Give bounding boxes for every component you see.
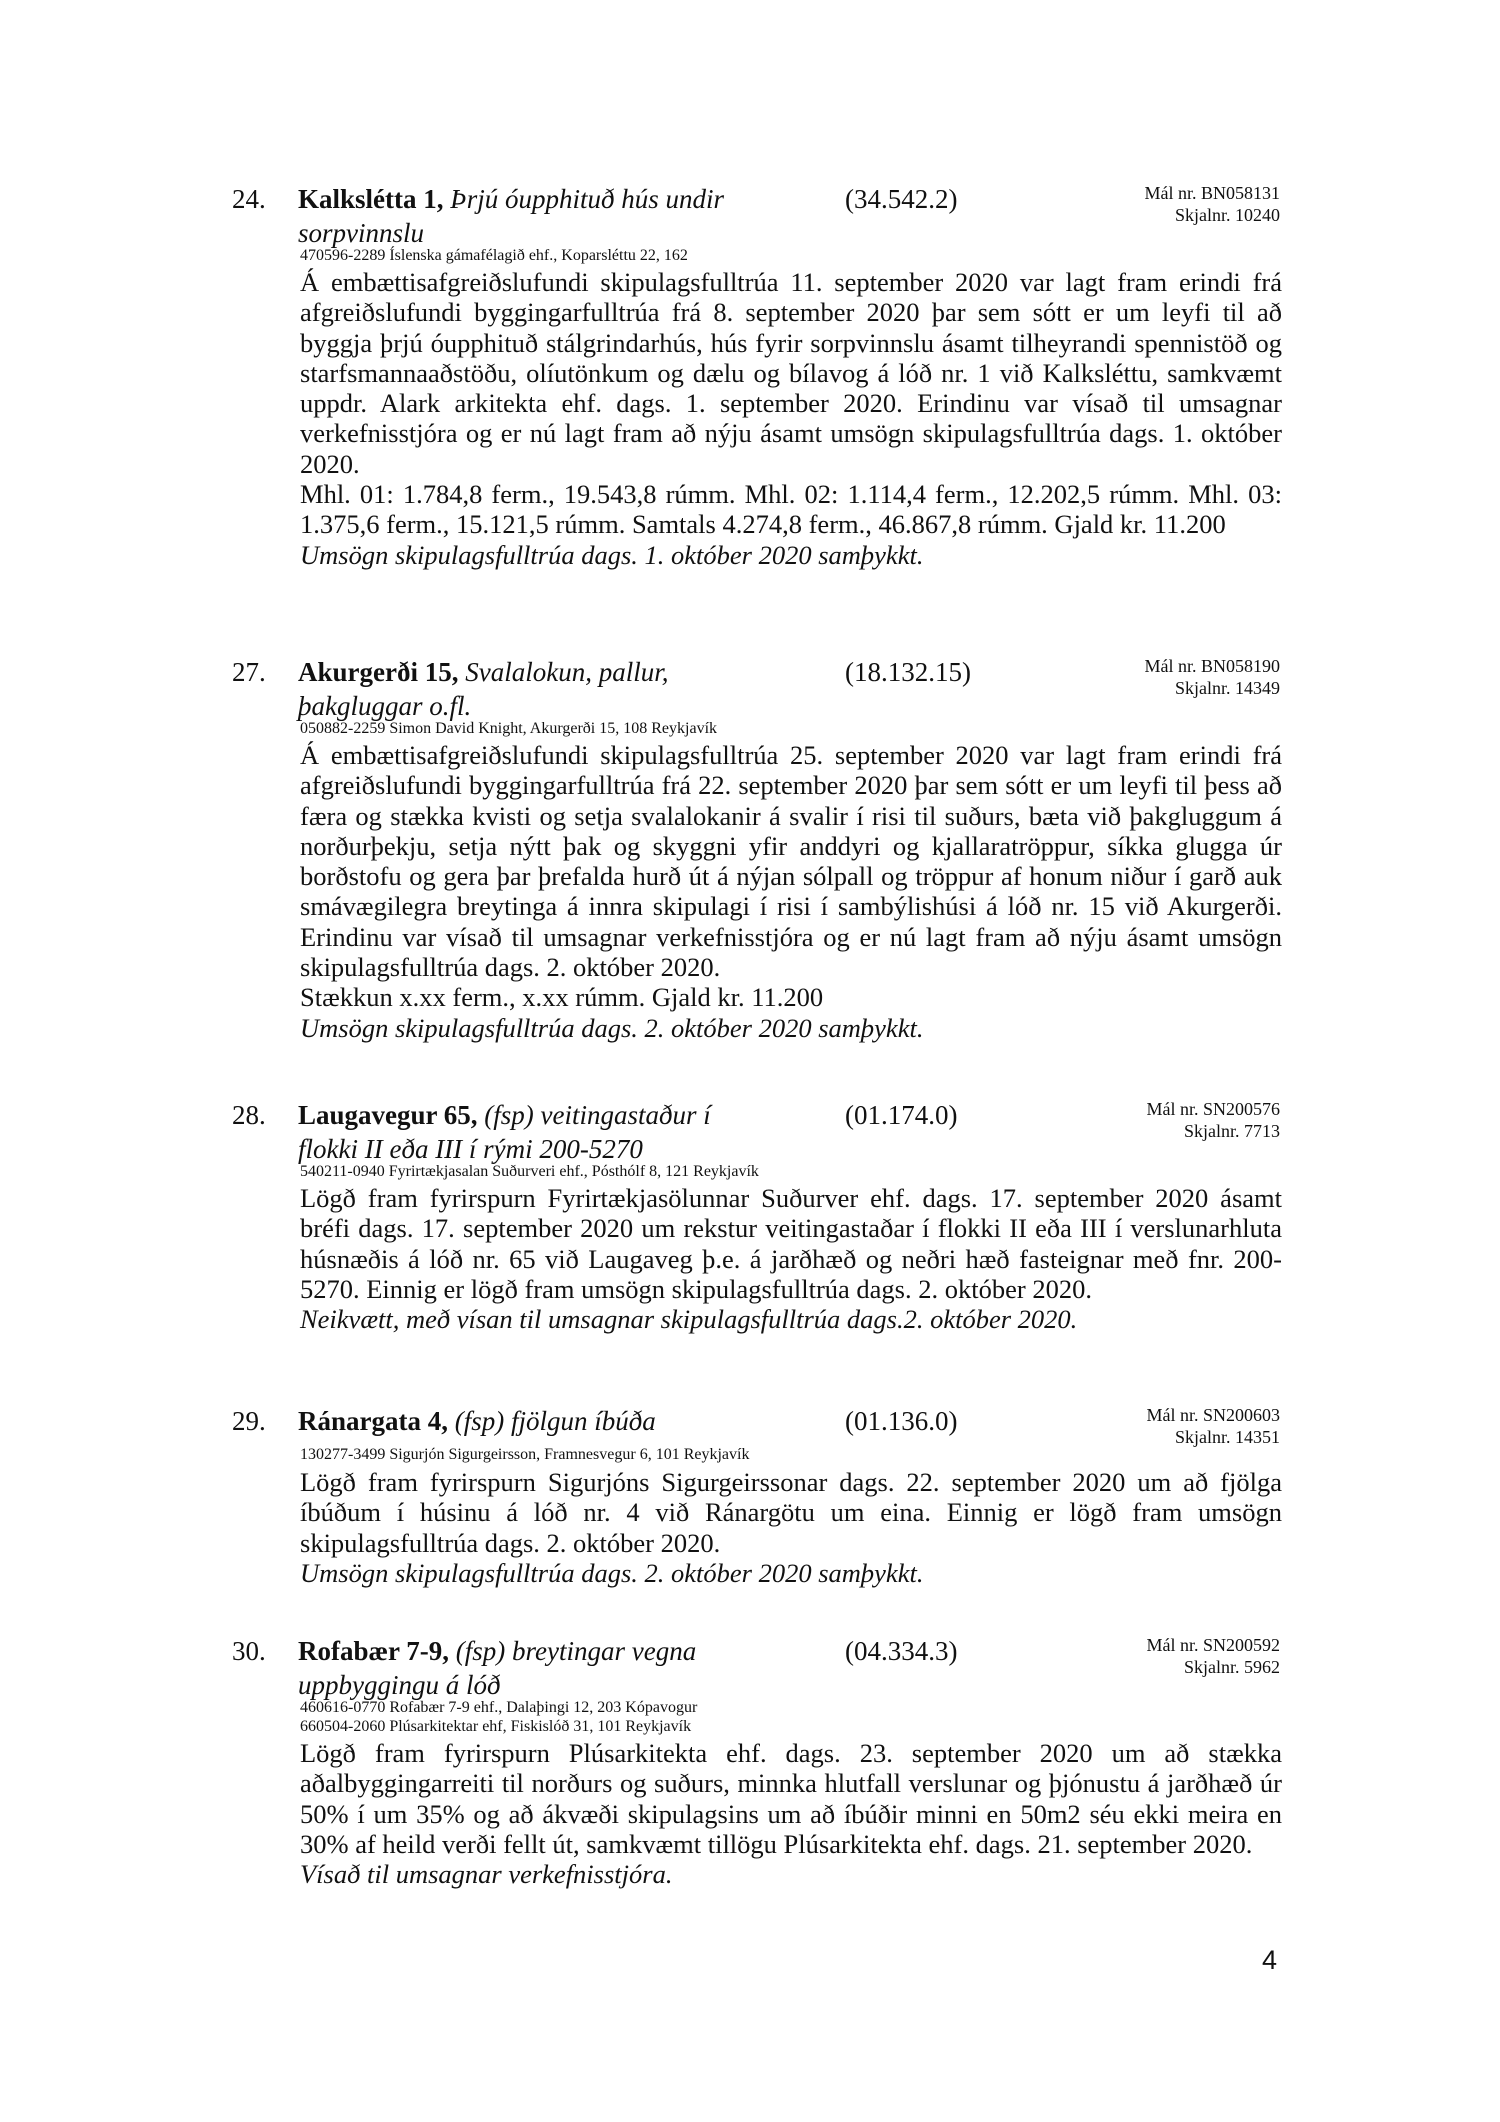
entry-description: Lögð fram fyrirspurn Plúsarkitekta ehf. dags. 23. september 2020 um að stækka aðalbyggingarreiti til norðurs og suðurs, minnka hlutfall verslunar og þjónustu á jarðhæð úr 50% í um 35% og að ákvæði skipulagsins um að íbúðir minni en 50m2 séu ekki meira en 30% af heild verði fellt út, samkvæmt tillögu Plúsarkitekta ehf. dags. 21. september 2020.: [300, 1738, 1282, 1859]
entry-title: [298, 1634, 768, 1702]
entry-address: Akurgerði 15,: [298, 657, 459, 687]
entry-title: [298, 182, 768, 250]
entry-conclusion: Vísað til umsagnar verkefnisstjóra.: [300, 1859, 673, 1890]
entry-description: Lögð fram fyrirspurn Fyrirtækjasölunnar Suðurver ehf. dags. 17. september 2020 ásamt bréfi dags. 17. september 2020 um rekstur veitingastaðar í flokki II eða III í verslunarhluta húsnæðis á lóð nr. 65 við Laugaveg þ.e. á jarðhæð og neðri hæð fasteignar með fnr. 200-5270. Einnig er lögð fram umsögn skipulagsfulltrúa dags. 2. október 2020.: [300, 1183, 1282, 1304]
entry-body: [300, 267, 1282, 570]
case-reference: [1146, 1404, 1280, 1448]
mal-nr: Mál nr. BN058190: [1144, 656, 1280, 676]
entry-number: 30.: [232, 1636, 266, 1666]
entry-address: Ránargata 4,: [298, 1406, 448, 1436]
applicant: 660504-2060 Plúsarkitektar ehf, Fiskislóð 31, 101 Reykjavík: [300, 1718, 692, 1735]
case-reference: [1144, 182, 1280, 226]
land-number: (34.542.2): [845, 184, 958, 214]
entry-number: 27.: [232, 657, 266, 687]
entry-title: [298, 655, 768, 723]
mal-nr: Mál nr. SN200576: [1146, 1099, 1280, 1119]
mal-nr: Mál nr. BN058131: [1144, 183, 1280, 203]
applicant: 050882-2259 Simon David Knight, Akurgerði 15, 108 Reykjavík: [300, 720, 718, 737]
entry-address: Rofabær 7-9,: [298, 1636, 449, 1666]
case-reference: [1146, 1098, 1280, 1142]
case-reference: [1144, 655, 1280, 699]
entry-conclusion: Umsögn skipulagsfulltrúa dags. 1. október 2020 samþykkt.: [300, 539, 924, 570]
applicant: 130277-3499 Sigurjón Sigurgeirsson, Framnesvegur 6, 101 Reykjavík: [300, 1446, 750, 1463]
entry-subject: Svalalokun, pallur, þakgluggar o.fl.: [298, 657, 669, 721]
entry-description: Lögð fram fyrirspurn Sigurjóns Sigurgeirssonar dags. 22. september 2020 um að fjölga íbúðum í húsinu á lóð nr. 4 við Ránargötu um eina. Einnig er lögð fram umsögn skipulagsfulltrúa dags. 2. október 2020.: [300, 1467, 1282, 1558]
entry-number: 29.: [232, 1406, 266, 1436]
entry-description: Á embættisafgreiðslufundi skipulagsfulltrúa 11. september 2020 var lagt fram erindi frá afgreiðslufundi byggingarfulltrúa frá 8. september 2020 þar sem sótt er um leyfi til að byggja þrjú óupphituð stálgrindarhús, hús fyrir sorpvinnslu ásamt tilheyrandi spennistöð og starfsmannaaðstöðu, olíutönkum og dælu og bílavog á lóð nr. 1 við Kalksléttu, samkvæmt uppdr. Alark arkitekta ehf. dags. 1. september 2020. Erindinu var vísað til umsagnar verkefnisstjóra og er nú lagt fram að nýju ásamt umsögn skipulagsfulltrúa dags. 1. október 2020.: [300, 267, 1282, 479]
land-number: (01.174.0): [845, 1100, 958, 1130]
entry-subject: (fsp) veitingastaður í flokki II eða III í rými 200-5270: [298, 1100, 711, 1164]
entry-description: Á embættisafgreiðslufundi skipulagsfulltrúa 25. september 2020 var lagt fram erindi frá afgreiðslufundi byggingarfulltrúa frá 22. september 2020 þar sem sótt er um leyfi til þess að færa og stækka kvisti og setja svalalokanir á svalir í risi til suðurs, bæta við þakgluggum á norðurþekju, setja nýtt þak og skyggni yfir anddyri og kjallaratröppur, síkka glugga úr borðstofu og gera þar þrefalda hurð út á nýjan sólpall og tröppur af honum niður í garð auk smávægilegra breytinga á innra skipulagi í risi í sambýlishúsi á lóð nr. 15 við Akurgerði. Erindinu var vísað til umsagnar verkefnisstjóra og er nú lagt fram að nýju ásamt umsögn skipulagsfulltrúa dags. 2. október 2020.: [300, 740, 1282, 983]
entry-address: Laugavegur 65,: [298, 1100, 478, 1130]
entry-subject: Þrjú óupphituð hús undir sorpvinnslu: [298, 184, 725, 248]
entry-conclusion: Umsögn skipulagsfulltrúa dags. 2. október 2020 samþykkt.: [300, 1557, 924, 1588]
entry-body: [300, 1183, 1282, 1334]
entry-number: 24.: [232, 184, 266, 214]
entry-extra: Stækkun x.xx ferm., x.xx rúmm. Gjald kr. 11.200: [300, 982, 824, 1013]
applicant: 540211-0940 Fyrirtækjasalan Suðurveri ehf., Pósthólf 8, 121 Reykjavík: [300, 1163, 759, 1180]
skjal-nr: Skjalnr. 7713: [1183, 1121, 1280, 1141]
skjal-nr: Skjalnr. 10240: [1174, 205, 1280, 225]
entry-address: Kalkslétta 1,: [298, 184, 444, 214]
entry-conclusion: Neikvætt, með vísan til umsagnar skipulagsfulltrúa dags.2. október 2020.: [300, 1304, 1078, 1335]
land-number: (01.136.0): [845, 1406, 958, 1436]
entry-conclusion: Umsögn skipulagsfulltrúa dags. 2. október 2020 samþykkt.: [300, 1012, 924, 1043]
page-number: 4: [1262, 1945, 1278, 1975]
entry-subject: (fsp) fjölgun íbúða: [454, 1406, 656, 1436]
entry-body: [300, 1467, 1282, 1588]
entry-body: [300, 740, 1282, 1043]
entry-title: [298, 1404, 768, 1438]
entry-title: [298, 1098, 768, 1166]
applicant: 460616-0770 Rofabær 7-9 ehf., Dalaþingi 12, 203 Kópavogur: [300, 1699, 698, 1716]
entry-extra: Mhl. 01: 1.784,8 ferm., 19.543,8 rúmm. Mhl. 02: 1.114,4 ferm., 12.202,5 rúmm. Mhl. 03: 1.375,6 ferm., 15.121,5 rúmm. Samtals 4.274,8 ferm., 46.867,8 rúmm. Gjald kr. 11.200: [300, 479, 1282, 540]
skjal-nr: Skjalnr. 14351: [1174, 1427, 1280, 1447]
applicant: 470596-2289 Íslenska gámafélagið ehf., Koparsléttu 22, 162: [300, 247, 688, 264]
land-number: (18.132.15): [845, 657, 971, 687]
entry-subject: (fsp) breytingar vegna uppbyggingu á lóð: [298, 1636, 697, 1700]
land-number: (04.334.3): [845, 1636, 958, 1666]
entry-number: 28.: [232, 1100, 266, 1130]
mal-nr: Mál nr. SN200592: [1146, 1635, 1280, 1655]
entry-body: [300, 1738, 1282, 1889]
case-reference: [1146, 1634, 1280, 1678]
skjal-nr: Skjalnr. 5962: [1183, 1657, 1280, 1677]
skjal-nr: Skjalnr. 14349: [1174, 678, 1280, 698]
mal-nr: Mál nr. SN200603: [1146, 1405, 1280, 1425]
